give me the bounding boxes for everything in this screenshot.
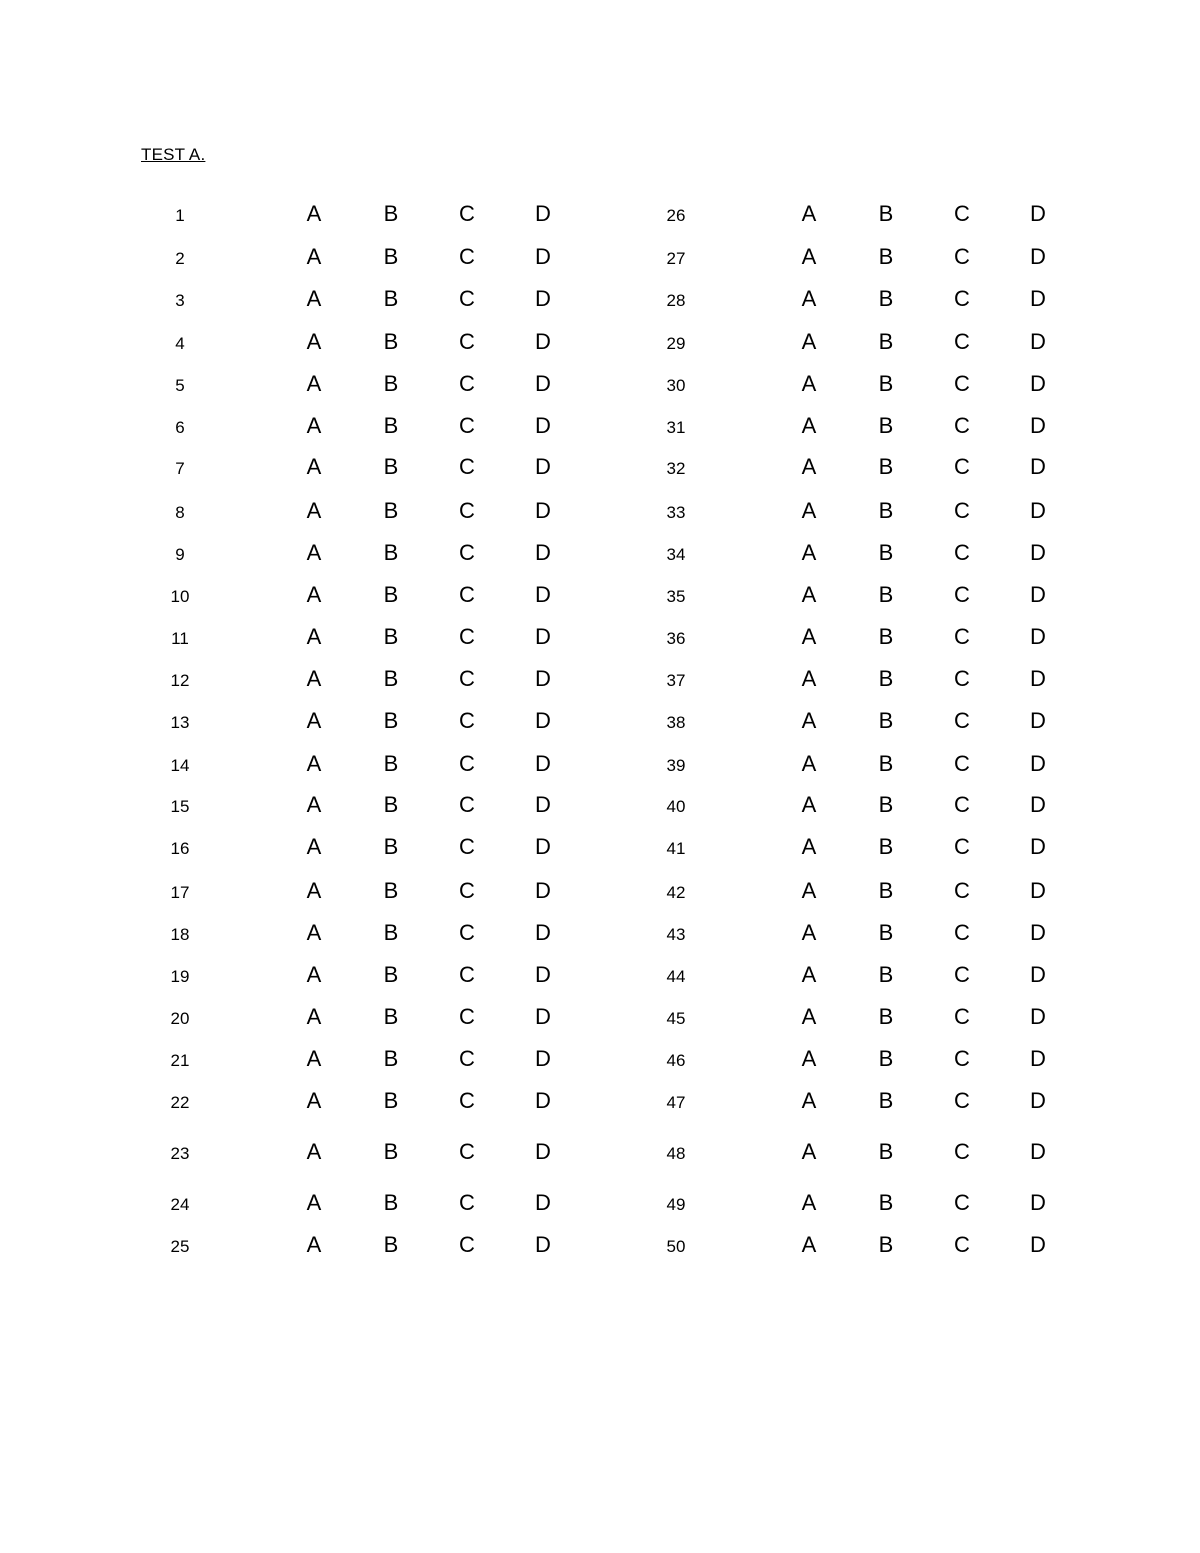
answer-option-b[interactable]: B — [878, 454, 894, 479]
answer-option-b[interactable]: B — [383, 792, 399, 817]
answer-option-a[interactable]: A — [306, 1232, 322, 1257]
answer-option-c[interactable]: C — [954, 1139, 970, 1164]
answer-option-d[interactable]: D — [1030, 1139, 1046, 1164]
answer-option-a[interactable]: A — [801, 751, 817, 776]
answer-option-d[interactable]: D — [535, 540, 551, 565]
answer-option-a[interactable]: A — [801, 1004, 817, 1029]
answer-option-a[interactable]: A — [306, 1190, 322, 1215]
question-number: 18 — [170, 925, 190, 944]
answer-option-d[interactable]: D — [535, 666, 551, 691]
answer-option-d[interactable]: D — [535, 1190, 551, 1215]
answer-option-d[interactable]: D — [1030, 454, 1046, 479]
answer-option-b[interactable]: B — [383, 329, 399, 354]
answer-option-b[interactable]: B — [878, 834, 894, 859]
answer-option-b[interactable]: B — [383, 286, 399, 311]
answer-option-c[interactable]: C — [459, 540, 475, 565]
answer-option-d[interactable]: D — [535, 708, 551, 733]
answer-option-a[interactable]: A — [801, 666, 817, 691]
question-number: 16 — [170, 839, 190, 858]
answer-option-b[interactable]: B — [878, 498, 894, 523]
question-number: 15 — [170, 797, 190, 816]
answer-option-d[interactable]: D — [535, 1139, 551, 1164]
answer-option-a[interactable]: A — [306, 792, 322, 817]
question-number: 7 — [175, 459, 185, 478]
answer-option-a[interactable]: A — [801, 454, 817, 479]
answer-option-d[interactable]: D — [535, 1004, 551, 1029]
answer-option-c[interactable]: C — [954, 751, 970, 776]
answer-option-a[interactable]: A — [306, 329, 322, 354]
answer-option-c[interactable]: C — [459, 1139, 475, 1164]
question-number: 28 — [666, 291, 686, 310]
answer-option-a[interactable]: A — [801, 1232, 817, 1257]
answer-option-a[interactable]: A — [801, 878, 817, 903]
test-title: TEST A. — [141, 145, 206, 164]
answer-option-d[interactable]: D — [1030, 920, 1046, 945]
question-number: 2 — [175, 249, 185, 268]
answer-option-a[interactable]: A — [801, 1190, 817, 1215]
answer-option-b[interactable]: B — [878, 878, 894, 903]
answer-option-d[interactable]: D — [535, 371, 551, 396]
answer-option-c[interactable]: C — [459, 371, 475, 396]
answer-option-c[interactable]: C — [459, 582, 475, 607]
question-number: 27 — [666, 249, 686, 268]
answer-option-a[interactable]: A — [801, 371, 817, 396]
answer-option-a[interactable]: A — [306, 286, 322, 311]
answer-option-a[interactable]: A — [306, 962, 322, 987]
answer-option-c[interactable]: C — [954, 371, 970, 396]
answer-option-b[interactable]: B — [383, 666, 399, 691]
answer-option-d[interactable]: D — [1030, 1190, 1046, 1215]
answer-option-b[interactable]: B — [383, 540, 399, 565]
answer-option-a[interactable]: A — [801, 792, 817, 817]
answer-option-a[interactable]: A — [306, 920, 322, 945]
answer-option-a[interactable]: A — [306, 834, 322, 859]
answer-option-d[interactable]: D — [1030, 371, 1046, 396]
answer-option-b[interactable]: B — [878, 540, 894, 565]
answer-option-c[interactable]: C — [954, 582, 970, 607]
answer-option-c[interactable]: C — [954, 834, 970, 859]
answer-option-d[interactable]: D — [535, 962, 551, 987]
answer-option-c[interactable]: C — [459, 666, 475, 691]
answer-option-a[interactable]: A — [306, 201, 322, 226]
answer-option-a[interactable]: A — [306, 454, 322, 479]
question-number: 14 — [170, 756, 190, 775]
answer-option-c[interactable]: C — [459, 201, 475, 226]
answer-option-d[interactable]: D — [535, 329, 551, 354]
answer-option-d[interactable]: D — [535, 454, 551, 479]
question-number: 4 — [175, 334, 185, 353]
answer-option-a[interactable]: A — [801, 834, 817, 859]
answer-option-c[interactable]: C — [954, 329, 970, 354]
answer-option-a[interactable]: A — [306, 751, 322, 776]
answer-option-c[interactable]: C — [954, 1004, 970, 1029]
answer-option-b[interactable]: B — [878, 413, 894, 438]
question-number: 10 — [170, 587, 190, 606]
answer-option-a[interactable]: A — [306, 1004, 322, 1029]
answer-option-a[interactable]: A — [306, 666, 322, 691]
answer-option-b[interactable]: B — [383, 244, 399, 269]
answer-option-c[interactable]: C — [459, 751, 475, 776]
answer-option-a[interactable]: A — [801, 244, 817, 269]
answer-option-b[interactable]: B — [383, 1088, 399, 1113]
answer-option-a[interactable]: A — [801, 201, 817, 226]
answer-option-b[interactable]: B — [383, 413, 399, 438]
answer-option-c[interactable]: C — [954, 498, 970, 523]
answer-option-b[interactable]: B — [878, 582, 894, 607]
answer-option-c[interactable]: C — [459, 1190, 475, 1215]
answer-option-a[interactable]: A — [801, 286, 817, 311]
answer-option-b[interactable]: B — [878, 1190, 894, 1215]
answer-option-a[interactable]: A — [306, 244, 322, 269]
answer-option-d[interactable]: D — [1030, 1232, 1046, 1257]
answer-option-d[interactable]: D — [535, 201, 551, 226]
answer-option-d[interactable]: D — [535, 834, 551, 859]
answer-option-d[interactable]: D — [535, 244, 551, 269]
answer-option-a[interactable]: A — [306, 1046, 322, 1071]
answer-option-d[interactable]: D — [1030, 962, 1046, 987]
answer-option-b[interactable]: B — [383, 582, 399, 607]
answer-option-b[interactable]: B — [878, 329, 894, 354]
question-number: 37 — [666, 671, 686, 690]
answer-option-b[interactable]: B — [383, 962, 399, 987]
answer-option-a[interactable]: A — [306, 708, 322, 733]
answer-option-c[interactable]: C — [459, 792, 475, 817]
answer-option-a[interactable]: A — [306, 1088, 322, 1113]
answer-option-d[interactable]: D — [1030, 540, 1046, 565]
answer-option-b[interactable]: B — [878, 201, 894, 226]
answer-option-b[interactable]: B — [878, 792, 894, 817]
question-number: 29 — [666, 334, 686, 353]
answer-option-d[interactable]: D — [1030, 708, 1046, 733]
answer-option-c[interactable]: C — [954, 1190, 970, 1215]
answer-option-a[interactable]: A — [306, 413, 322, 438]
answer-option-b[interactable]: B — [383, 1232, 399, 1257]
answer-option-a[interactable]: A — [306, 1139, 322, 1164]
answer-option-c[interactable]: C — [459, 624, 475, 649]
answer-option-b[interactable]: B — [878, 1232, 894, 1257]
question-number: 41 — [666, 839, 686, 858]
answer-option-a[interactable]: A — [306, 878, 322, 903]
answer-option-d[interactable]: D — [535, 498, 551, 523]
question-number: 30 — [666, 376, 686, 395]
answer-option-c[interactable]: C — [954, 1046, 970, 1071]
answer-option-c[interactable]: C — [954, 1088, 970, 1113]
answer-option-a[interactable]: A — [306, 371, 322, 396]
answer-option-d[interactable]: D — [1030, 792, 1046, 817]
answer-option-c[interactable]: C — [459, 878, 475, 903]
answer-option-d[interactable]: D — [1030, 498, 1046, 523]
answer-option-c[interactable]: C — [954, 454, 970, 479]
question-number: 44 — [666, 967, 686, 986]
question-number: 19 — [170, 967, 190, 986]
question-number: 8 — [175, 503, 185, 522]
answer-option-a[interactable]: A — [801, 708, 817, 733]
answer-option-a[interactable]: A — [801, 1046, 817, 1071]
question-number: 23 — [170, 1144, 190, 1163]
answer-option-d[interactable]: D — [535, 1046, 551, 1071]
answer-option-a[interactable]: A — [801, 1088, 817, 1113]
question-number: 11 — [171, 629, 189, 648]
answer-option-d[interactable]: D — [1030, 286, 1046, 311]
answer-option-d[interactable]: D — [1030, 1004, 1046, 1029]
answer-option-d[interactable]: D — [535, 792, 551, 817]
answer-option-b[interactable]: B — [878, 1046, 894, 1071]
answer-option-d[interactable]: D — [1030, 329, 1046, 354]
answer-option-c[interactable]: C — [954, 878, 970, 903]
answer-option-a[interactable]: A — [306, 582, 322, 607]
answer-option-d[interactable]: D — [1030, 834, 1046, 859]
answer-option-d[interactable]: D — [1030, 1088, 1046, 1113]
answer-option-c[interactable]: C — [954, 792, 970, 817]
answer-option-b[interactable]: B — [878, 1139, 894, 1164]
answer-option-d[interactable]: D — [535, 582, 551, 607]
answer-option-d[interactable]: D — [535, 920, 551, 945]
answer-option-b[interactable]: B — [383, 1190, 399, 1215]
answer-option-c[interactable]: C — [954, 962, 970, 987]
answer-option-b[interactable]: B — [878, 286, 894, 311]
answer-option-d[interactable]: D — [1030, 624, 1046, 649]
answer-option-b[interactable]: B — [383, 1139, 399, 1164]
answer-option-c[interactable]: C — [954, 286, 970, 311]
answer-option-d[interactable]: D — [535, 286, 551, 311]
answer-option-c[interactable]: C — [954, 624, 970, 649]
answer-option-b[interactable]: B — [383, 751, 399, 776]
answer-option-b[interactable]: B — [878, 624, 894, 649]
question-number: 35 — [666, 587, 686, 606]
answer-option-b[interactable]: B — [383, 1046, 399, 1071]
answer-option-a[interactable]: A — [801, 413, 817, 438]
answer-option-d[interactable]: D — [535, 1232, 551, 1257]
answer-option-d[interactable]: D — [535, 1088, 551, 1113]
answer-option-c[interactable]: C — [954, 920, 970, 945]
answer-option-b[interactable]: B — [878, 920, 894, 945]
question-number: 17 — [170, 883, 190, 902]
answer-option-d[interactable]: D — [1030, 666, 1046, 691]
answer-option-c[interactable]: C — [954, 244, 970, 269]
answer-option-b[interactable]: B — [383, 708, 399, 733]
question-number: 25 — [170, 1237, 190, 1256]
question-number: 1 — [175, 206, 185, 225]
question-number: 45 — [666, 1009, 686, 1028]
answer-option-b[interactable]: B — [383, 201, 399, 226]
question-number: 46 — [666, 1051, 686, 1070]
question-number: 39 — [666, 756, 686, 775]
question-number: 47 — [666, 1093, 686, 1112]
answer-option-c[interactable]: C — [954, 708, 970, 733]
answer-option-a[interactable]: A — [801, 329, 817, 354]
question-number: 5 — [175, 376, 185, 395]
question-number: 20 — [170, 1009, 190, 1028]
answer-option-b[interactable]: B — [878, 962, 894, 987]
answer-option-d[interactable]: D — [535, 751, 551, 776]
question-number: 31 — [666, 418, 686, 437]
answer-option-b[interactable]: B — [878, 708, 894, 733]
question-number: 42 — [666, 883, 686, 902]
answer-option-c[interactable]: C — [459, 962, 475, 987]
question-number: 49 — [666, 1195, 686, 1214]
answer-option-c[interactable]: C — [459, 1232, 475, 1257]
answer-option-c[interactable]: C — [954, 1232, 970, 1257]
question-number: 12 — [170, 671, 190, 690]
answer-option-c[interactable]: C — [459, 286, 475, 311]
answer-option-a[interactable]: A — [801, 1139, 817, 1164]
answer-option-a[interactable]: A — [801, 498, 817, 523]
answer-option-c[interactable]: C — [459, 1046, 475, 1071]
answer-option-a[interactable]: A — [801, 540, 817, 565]
answer-option-c[interactable]: C — [459, 1088, 475, 1113]
question-number: 34 — [666, 545, 686, 564]
answer-option-d[interactable]: D — [535, 413, 551, 438]
answer-option-b[interactable]: B — [383, 454, 399, 479]
question-number: 6 — [175, 418, 185, 437]
question-number: 33 — [666, 503, 686, 522]
answer-option-c[interactable]: C — [459, 413, 475, 438]
answer-option-d[interactable]: D — [1030, 751, 1046, 776]
answer-option-d[interactable]: D — [1030, 878, 1046, 903]
question-number: 50 — [666, 1237, 686, 1256]
question-number: 43 — [666, 925, 686, 944]
answer-option-a[interactable]: A — [801, 624, 817, 649]
question-number: 22 — [170, 1093, 190, 1112]
answer-option-c[interactable]: C — [954, 540, 970, 565]
question-number: 24 — [170, 1195, 190, 1214]
answer-option-b[interactable]: B — [878, 1004, 894, 1029]
answer-option-b[interactable]: B — [383, 920, 399, 945]
question-number: 38 — [666, 713, 686, 732]
answer-option-b[interactable]: B — [383, 834, 399, 859]
answer-option-b[interactable]: B — [878, 666, 894, 691]
answer-option-a[interactable]: A — [801, 962, 817, 987]
answer-option-c[interactable]: C — [459, 708, 475, 733]
answer-option-a[interactable]: A — [801, 582, 817, 607]
answer-option-c[interactable]: C — [459, 454, 475, 479]
answer-option-b[interactable]: B — [383, 498, 399, 523]
answer-option-b[interactable]: B — [383, 1004, 399, 1029]
answer-option-b[interactable]: B — [878, 1088, 894, 1113]
answer-option-b[interactable]: B — [878, 751, 894, 776]
question-number: 36 — [666, 629, 686, 648]
answer-option-c[interactable]: C — [459, 244, 475, 269]
answer-option-c[interactable]: C — [459, 1004, 475, 1029]
answer-option-d[interactable]: D — [1030, 1046, 1046, 1071]
answer-option-a[interactable]: A — [306, 540, 322, 565]
answer-option-d[interactable]: D — [535, 624, 551, 649]
answer-option-d[interactable]: D — [1030, 582, 1046, 607]
answer-option-a[interactable]: A — [306, 498, 322, 523]
answer-option-d[interactable]: D — [1030, 201, 1046, 226]
answer-option-b[interactable]: B — [383, 624, 399, 649]
answer-option-b[interactable]: B — [878, 371, 894, 396]
question-number: 3 — [175, 291, 185, 310]
answer-option-c[interactable]: C — [459, 498, 475, 523]
answer-option-a[interactable]: A — [306, 624, 322, 649]
answer-option-d[interactable]: D — [535, 878, 551, 903]
answer-option-c[interactable]: C — [459, 920, 475, 945]
question-number: 26 — [666, 206, 686, 225]
question-number: 9 — [175, 545, 185, 564]
answer-option-c[interactable]: C — [954, 201, 970, 226]
answer-option-c[interactable]: C — [459, 834, 475, 859]
answer-option-a[interactable]: A — [801, 920, 817, 945]
answer-option-c[interactable]: C — [459, 329, 475, 354]
answer-option-d[interactable]: D — [1030, 244, 1046, 269]
question-number: 13 — [170, 713, 190, 732]
answer-option-d[interactable]: D — [1030, 413, 1046, 438]
answer-option-c[interactable]: C — [954, 666, 970, 691]
question-number: 40 — [666, 797, 686, 816]
answer-option-b[interactable]: B — [383, 878, 399, 903]
answer-option-b[interactable]: B — [878, 244, 894, 269]
answer-option-b[interactable]: B — [383, 371, 399, 396]
answer-option-c[interactable]: C — [954, 413, 970, 438]
question-number: 48 — [666, 1144, 686, 1163]
question-number: 32 — [666, 459, 686, 478]
question-number: 21 — [170, 1051, 190, 1070]
